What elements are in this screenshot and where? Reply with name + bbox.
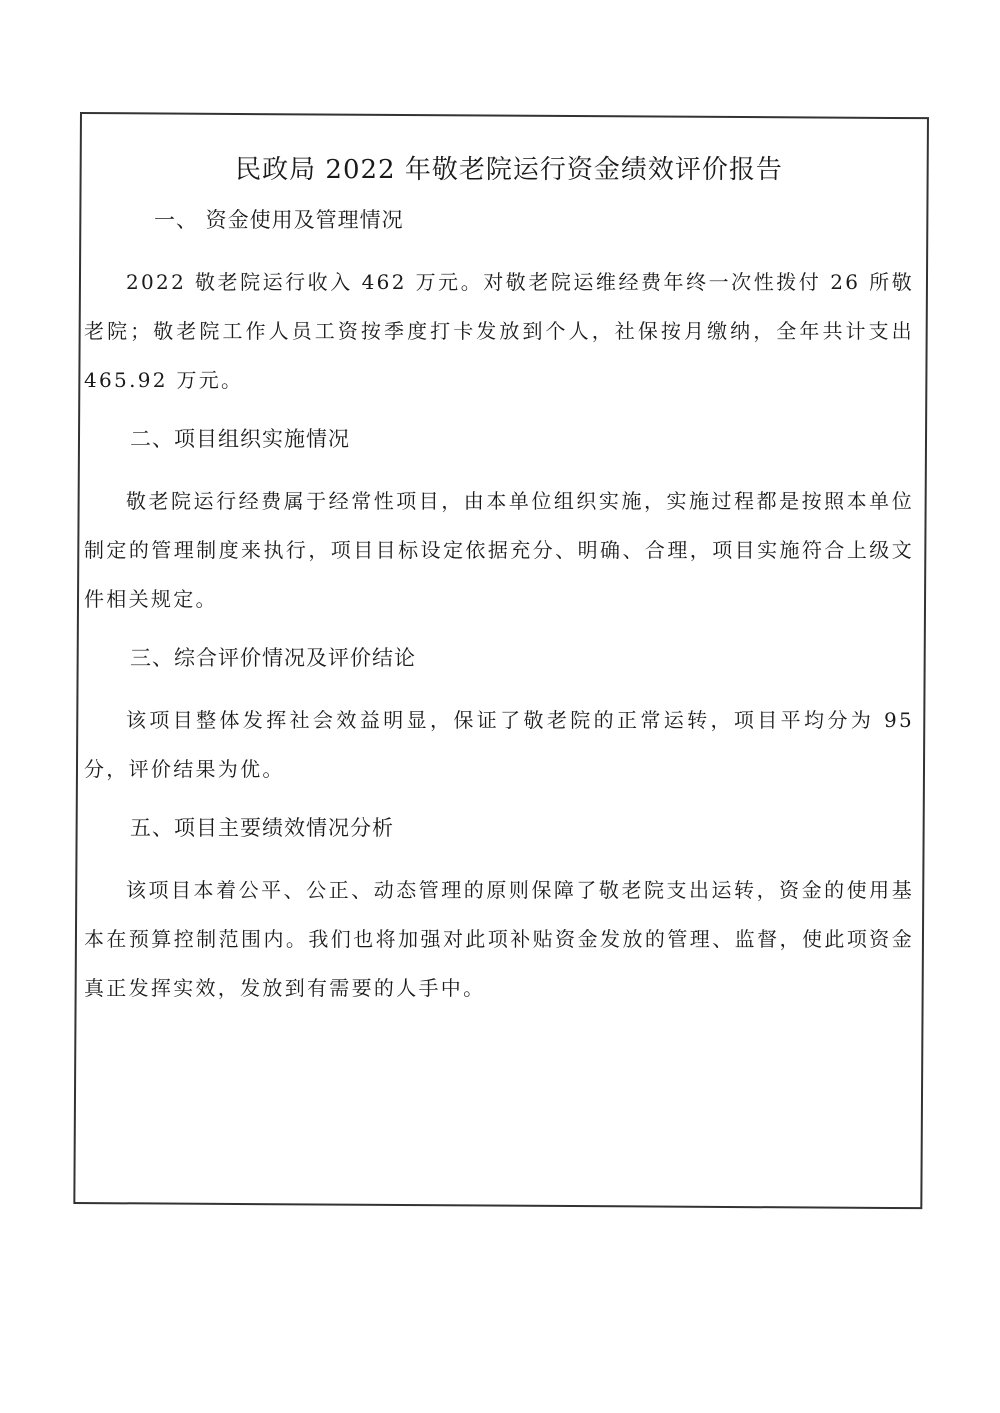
section-heading-implementation: 二、项目组织实施情况 — [130, 427, 350, 451]
section-heading-performance: 五、项目主要绩效情况分析 — [130, 816, 394, 840]
section-heading-evaluation: 三、综合评价情况及评价结论 — [130, 646, 416, 670]
section-body-implementation: 敬老院运行经费属于经常性项目，由本单位组织实施，实施过程都是按照本单位制定的管理制度来执行，项目目标设定依据充分、明确、合理，项目实施符合上级文件相关规定。 — [84, 489, 914, 611]
document-title: 民政局 2022 年敬老院运行资金绩效评价报告 — [235, 155, 783, 185]
section-body-evaluation: 该项目整体发挥社会效益明显，保证了敬老院的正常运转，项目平均分为 95 分，评价结果为优。 — [84, 708, 914, 781]
section-body-performance: 该项目本着公平、公正、动态管理的原则保障了敬老院支出运转，资金的使用基本在预算控制范围内。我们也将加强对此项补贴资金发放的管理、监督，使此项资金真正发挥实效，发放到有需要的人手中。 — [84, 878, 914, 1000]
section-heading-funds: 一、 资金使用及管理情况 — [154, 208, 404, 232]
section-body-funds: 2022 敬老院运行收入 462 万元。对敬老院运维经费年终一次性拨付 26 所敬老院；敬老院工作人员工资按季度打卡发放到个人，社保按月缴纳，全年共计支出 465.92 万元。 — [84, 270, 914, 392]
document-content — [84, 150, 914, 1013]
